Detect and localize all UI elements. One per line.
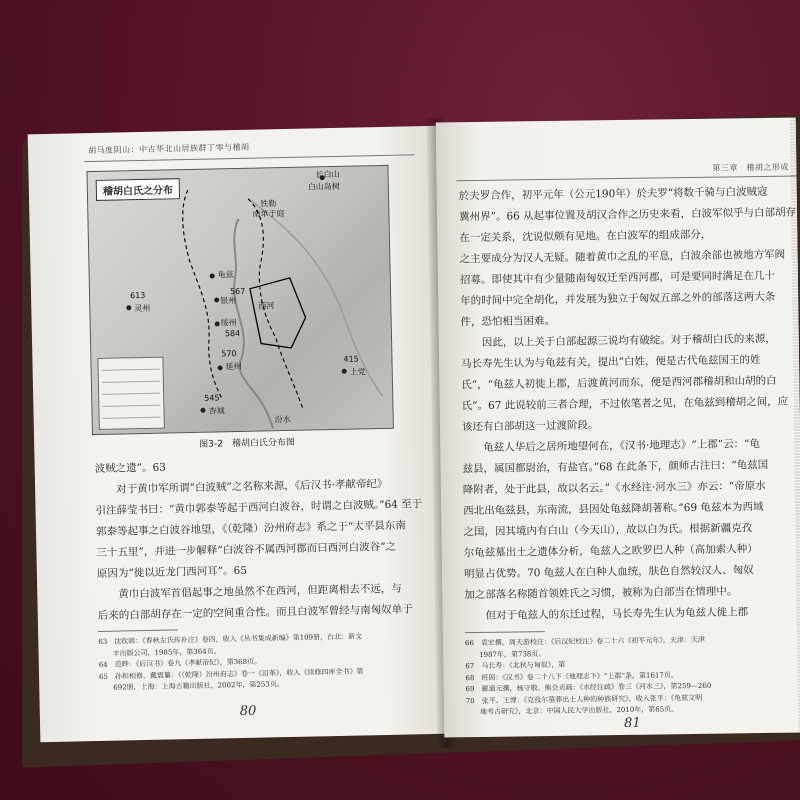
paragraph-line: 西北出龟兹县，东南流，县因处龟兹降胡著称。”69 龟兹本为西域 [463,501,764,518]
paragraph-line: 之主要成分为汉人无疑。随着黄巾之乱的平息，白波余部也被地方军阀 [459,248,786,266]
map-label-changcheng: 杏城 [208,406,225,416]
legend-row [102,372,160,383]
map-label-changbai: 长白山 [315,169,340,180]
map-city-dot [214,297,219,302]
map-city-dot [126,305,131,310]
map-number: 584 [224,328,241,339]
left-footnotes [98,631,364,694]
running-head-left: 胡马度阴山：中古华北山居族群丁零与稽胡 [87,142,250,156]
map-city-dot [342,369,347,374]
right-body-text [459,182,800,628]
map-legend [97,357,164,430]
distribution-map [86,165,393,435]
paragraph-line: 件，恐怕相当困难。 [460,314,556,329]
footnote-line: 68 班固：《汉书》卷二十八下《地理志下》“上郡”条，第1617页。 [465,670,678,682]
map-number: 567 [229,286,246,297]
footnote-line: 67 马长寿：《北狄与匈奴》，第 [465,660,566,671]
paragraph-line: 尔龟兹墓出土之遗体分析，龟兹人之欧罗巴人种（高加索人种） [463,543,758,560]
map-title: 稽胡白氏之分布 [96,178,180,201]
map-label-yanzhou: 延州 [225,361,242,372]
footnote-line: 692册，上海：上海古籍出版社，2002年，第253页。 [99,680,284,692]
paragraph-line: 加之部落名称随首领姓氏之习惯，被称为白部当在情理中。 [464,585,738,602]
paragraph-line: 三十五里”，并进一步解释“白波谷不属西河郡而曰西河白波谷”之 [96,540,397,560]
paragraph-line: 引注薛莹书曰：“黄巾郭泰等起于西河白波谷，时谓之白波贼。”64 至于 [95,498,423,518]
map-label-fenshui: 汾水 [274,414,291,425]
running-head-right: 第三章 稽胡之形成 [712,162,789,173]
map-city-dot [218,365,223,370]
paragraph-line: 招募。即使其中有少量随南匈奴迁至西河郡，可是要同时满足在几十 [459,269,775,287]
map-number: 545 [204,393,220,403]
paragraph-line: 马长寿先生认为与龟兹有关，提出“白姓，便是古代龟兹国王的姓 [461,354,761,371]
paragraph-line: 冀州界”。66 从起事位置及胡汉合作之历史来看，白波军似乎与白部胡存 [458,206,797,224]
paragraph-line: 但对于龟兹人的东迁过程，马长寿先生认为龟兹人徙上郡 [464,606,749,623]
left-body-text [94,452,424,627]
paragraph-line: 郭泰等起事之白波谷地望，《（乾隆）汾州府志》系之于“太平县东南 [95,519,406,539]
map-label-lingzhou: 灵州 [134,303,151,314]
paragraph-line: 氏”。67 此说较前三者合理，不过依笔者之见，在龟兹到稽胡之间，应 [461,395,789,413]
map-number: 415 [343,354,359,364]
map-label-suizhou: 绥州 [220,318,237,328]
paragraph-line: 年的时间中完全胡化，并发展为独立于匈奴五部之外的部落这两大条 [460,290,776,308]
map-label-tiele: 铁勒 [260,199,277,209]
figure-caption: 图3-2 稽胡白氏分布图 [199,437,296,450]
paragraph-line: 后来的白部胡存在一定的空间重合性。而且白波军曾经与南匈奴单于 [97,603,413,622]
page-number-left: 80 [239,703,257,720]
map-label-shangdang: 上党 [349,367,366,377]
header-rule [84,154,414,162]
map-label-nanshan: 南单于庭 [252,209,285,219]
paragraph-line: 之国，因其境内有白山（今天山），故以白为氏。根据新疆克孜 [463,522,753,539]
footnote-line: 64 范晔：《后汉书》卷九《孝献帝纪》，第368页。 [98,657,262,669]
header-rule [457,176,797,182]
paragraph-line: 於夫罗合作，初平元年（公元190年）於夫罗“将数千骑与白波贼寇 [458,185,768,203]
legend-row [102,384,160,395]
paragraph-line: 原因为“徙以近龙门西河耳”。65 [96,564,248,581]
footnote-line: 丰出版公司，1985年，第364页。 [98,646,221,658]
paragraph-line: 因此，以上关于白部起源三说均有破绽。对于稽胡白氏的来源， [460,332,776,350]
paragraph-line: 黄巾白波军首倡起事之地虽然不在西河，但距离相去不远，与 [97,582,402,602]
page-number-right: 81 [624,715,641,731]
map-number: 613 [129,290,146,301]
footnote-line: 69 郦道元撰，杨守敬、熊会贞疏：《水经注疏》卷三《河水三》，第259—260 [465,681,712,694]
legend-row [102,408,160,419]
paragraph-line: 对于黄巾军所谓“白波贼”之名称来源，《后汉书·孝献帝纪》 [95,477,388,497]
paragraph-line: 明显占优势。70 龟兹人在白种人血统，肤色自然较汉人、匈奴 [463,564,754,581]
paragraph-line: 兹县，属国都尉治，有盐官。”68 在此条下，颜师古注曰：“龟兹国 [462,458,769,476]
footnote-line: 63 沈钦韩：《春秋左氏传补注》卷四，收入《丛书集成新编》第109册，台北：新文 [98,632,363,646]
paragraph-line: 该还有白部胡这一过渡阶段。 [461,419,599,434]
footnote-rule [98,629,178,632]
right-footnotes [465,635,712,719]
footnote-line: 1987年，第738页。 [465,649,546,659]
right-page [436,118,800,738]
map-number: 570 [221,349,237,359]
map-label-baishan: 白山岛树 [307,181,340,192]
map-city-dot [200,408,205,413]
legend-row [101,360,159,371]
map-city-dot [215,321,220,326]
footnote-line: 65 孙和相修，戴震纂：《（乾隆）汾州府志》卷一《沿革》，收入《续修四库全书》第 [98,666,364,681]
paragraph-line: 波贼之遗”。63 [94,461,167,476]
map-label-guizi: 龟兹 [217,270,234,280]
footnote-line: 地考古研究》，北京：中国人民大学出版社，2010年，第65页。 [465,705,679,717]
map-label-yinzhou: 银州 [220,296,237,306]
map-city-dot [210,273,215,278]
paragraph-line: 降附者，处于此县，故以名云。”《水经注·河水三》亦云：“帝原水 [462,479,766,497]
paragraph-line: 氏”，“龟兹人初徙上郡，后渡黄河而东，便是西河郡稽胡和山胡的白 [461,374,777,392]
left-page [28,126,451,742]
footnote-line: 70 张平、王博：《克孜尔墓葬出土人种的种族研究》，收入张平：《龟兹文明 [465,693,703,705]
map-label-xihe: 西河 [258,301,275,311]
legend-row [102,396,160,407]
paragraph-line: 龟兹人华后之居所地望何在，《汉书·地理志》“上郡”云：“龟 [462,438,761,455]
footnote-line: 66 袁宏撰，周天游校注：《后汉纪校注》卷二十六《初平元年》，天津：天津 [464,635,705,648]
footnote-rule [465,631,545,633]
paragraph-line: 在一定关系，沈说似颇有见地。在白波军的组成部分， [459,228,712,245]
